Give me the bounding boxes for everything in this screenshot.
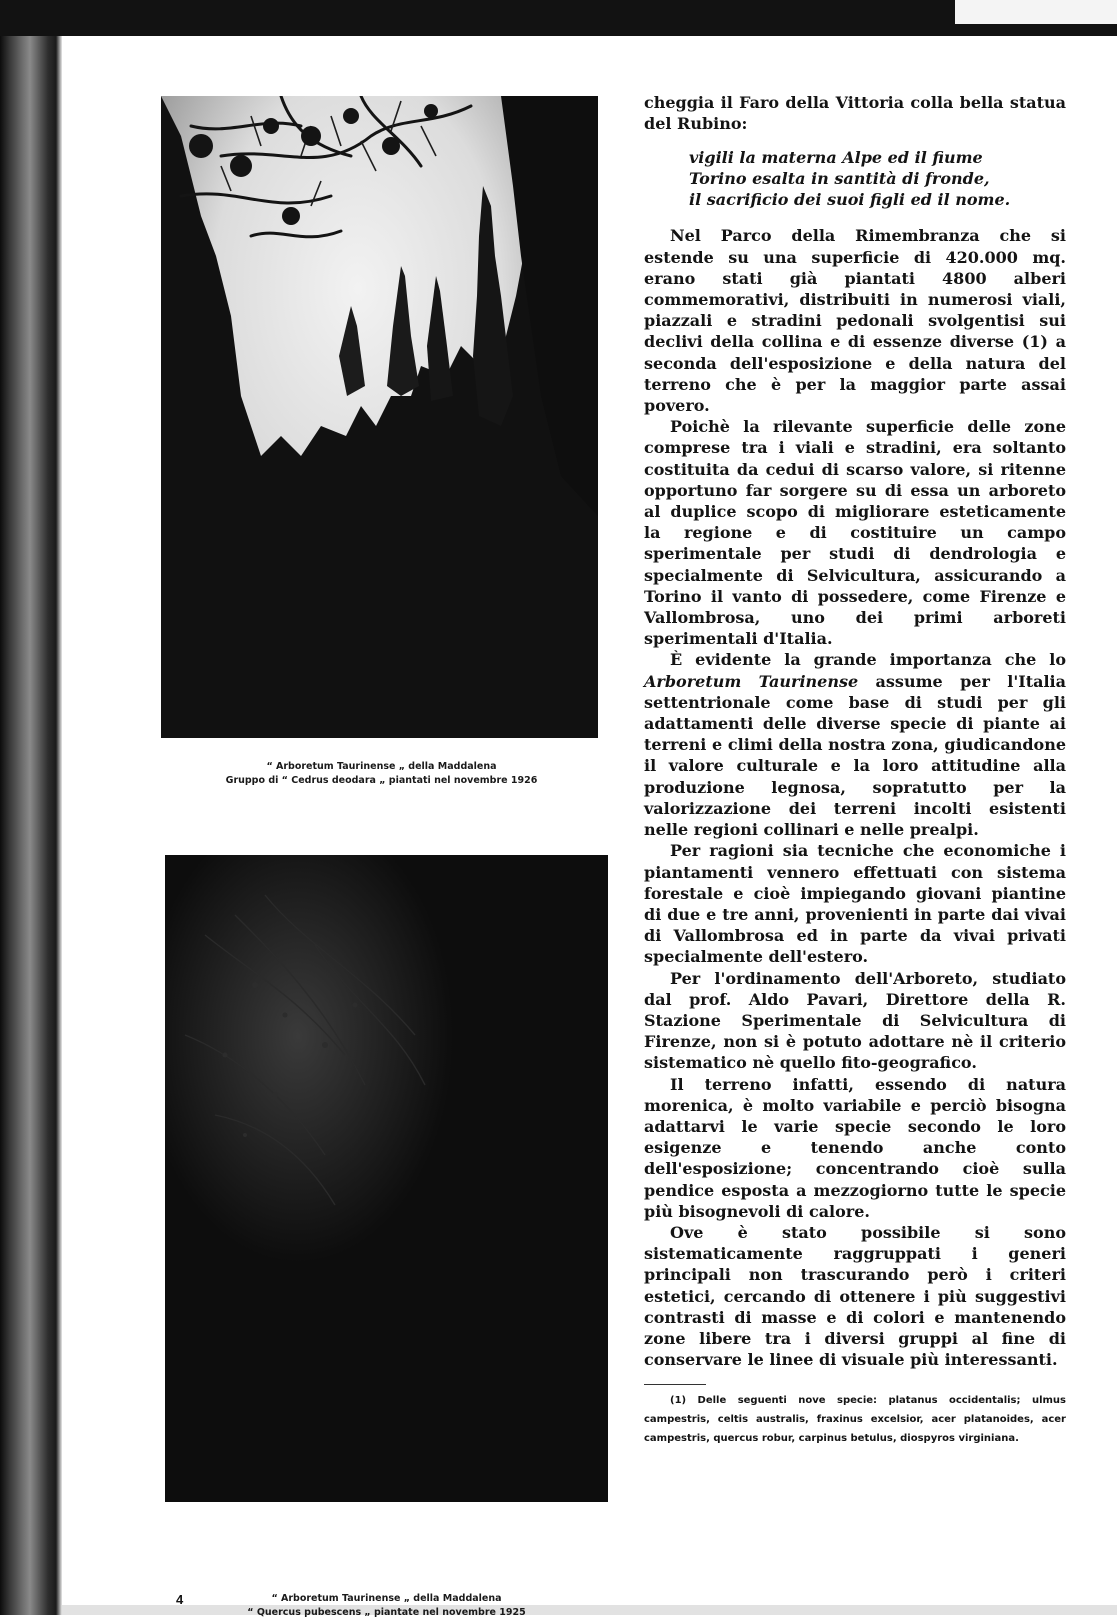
photo-quercus-pubescens <box>165 855 608 1502</box>
footnote-divider <box>644 1384 706 1385</box>
paragraph-text: assume per l'Italia settentrionale come base di studi per gli adattamenti delle diverse specie di piante ai terreni e climi della nostra zona, giudicandone il valore culturale e la loro attitudine alla produzione legnosa, sopratutto per la valorizzazione dei terreni incolti esistenti nelle regioni collinari e nelle prealpi. <box>644 671 1066 840</box>
caption-line: “ Quercus pubescens „ piantate nel novembre 1925 <box>247 1607 526 1618</box>
paragraph-text: È evidente la grande importanza che lo <box>670 650 1066 670</box>
caption-line: “ Arboretum Taurinense „ della Maddalena <box>271 1593 502 1604</box>
footnote: (1) Delle seguenti nove specie: platanus occidentalis; ulmus campestris, celtis australis, fraxinus excelsior, acer platanoides, acer campestris, quercus robur, carpinus betulus, diospyros virginiana. <box>644 1395 1066 1445</box>
paragraph: Per ragioni sia tecniche che economiche i piantamenti vennero effettuati con sistema forestale e cioè impiegando giovani piantine di due e tre anni, provenienti in parte dai vivai di Vallombrosa ed in parte da vivai privati specialmente dell'estero. <box>644 841 1066 967</box>
poem-line: il sacrificio dei suoi figli ed il nome. <box>689 190 1011 210</box>
body-text-column <box>644 92 1066 1448</box>
paragraph: Nel Parco della Rimembranza che si estende su una superficie di 420.000 mq. erano stati già piantati 4800 alberi commemorativi, distribuiti in numerosi viali, piazzali e stradini pedonali svolgentisi sui declivi della collina e di essenze diverse (1) a seconda dell'esposizione e della natura del terreno che è per la maggior parte assai povero. <box>644 226 1066 416</box>
scan-border-notch <box>955 0 1117 24</box>
figure-caption <box>165 1592 608 1620</box>
poem-line: vigili la materna Alpe ed il fiume <box>689 148 983 168</box>
scan-border-left <box>0 36 62 1615</box>
paragraph: Ove è stato possibile si sono sistematicamente raggruppati i generi principali non trascurando però i criteri estetici, cercando di ottenere i più suggestivi contrasti di masse e di colori e mantenendo zone libere tra i diversi gruppi al fine di conservare le linee di visuale più interessanti. <box>644 1222 1066 1370</box>
scan-border-top <box>0 0 1117 36</box>
figure-caption <box>165 760 598 788</box>
poem-line: Torino esalta in santità di fronde, <box>689 169 990 189</box>
paragraph: Per l'ordinamento dell'Arboreto, studiato dal prof. Aldo Pavari, Direttore della R. Stazione Sperimentale di Selvicultura di Firenze, non si è potuto adottare nè il criterio sistematico nè quello fito-geografico. <box>644 968 1066 1073</box>
italic-term: Arboretum Taurinense <box>644 671 859 691</box>
caption-line: “ Arboretum Taurinense „ della Maddalena <box>266 761 497 772</box>
paragraph <box>644 649 1066 840</box>
caption-line: Gruppo di “ Cedrus deodara „ piantati nel novembre 1926 <box>225 775 538 786</box>
paragraph: Poichè la rilevante superficie delle zone comprese tra i viali e stradini, era soltanto costituita da cedui di scarso valore, si ritenne opportuno far sorgere su di essa un arboreto al duplice scopo di migliorare esteticamente la regione e di costituire un campo sperimentale per studi di dendrologia e specialmente di Selvicultura, assicurando a Torino il vanto di possedere, come Firenze e Vallombrosa, uno dei primi arboreti sperimentali d'Italia. <box>644 417 1066 649</box>
paragraph-intro: cheggia il Faro della Vittoria colla bella statua del Rubino: <box>644 93 1066 134</box>
paragraph: Il terreno infatti, essendo di natura morenica, è molto variabile e perciò bisogna adattarvi le varie specie secondo le loro esigenze e tenendo anche conto dell'esposizione; concentrando cioè sulla pendice esposta a mezzogiorno tutte le specie più bisognevoli di calore. <box>644 1074 1066 1221</box>
poem-quote <box>689 147 1066 210</box>
photo-cedrus-deodara <box>161 96 598 738</box>
page-number: 4 <box>176 1592 184 1607</box>
